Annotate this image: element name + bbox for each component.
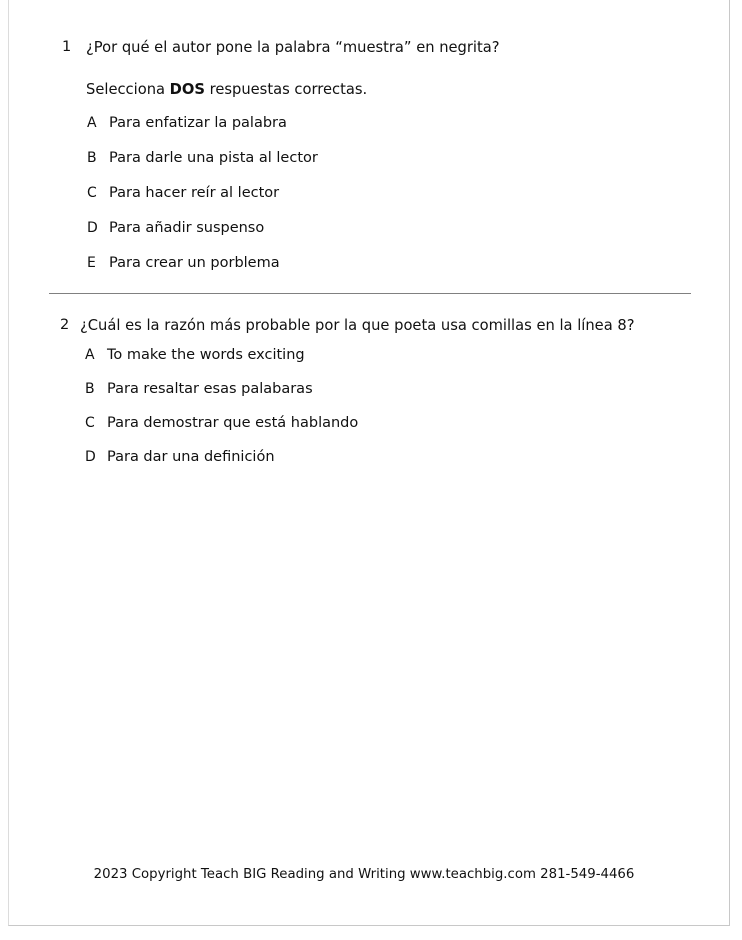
option-text: Para darle una pista al lector [109, 150, 318, 166]
instruction-bold-dos: DOS [169, 81, 205, 98]
document-page [8, 0, 730, 926]
question-2-number: 2 [60, 317, 70, 333]
option-letter: A [87, 115, 97, 131]
option-row[interactable] [49, 346, 699, 380]
option-letter: A [85, 347, 95, 363]
question-block-1 [49, 38, 699, 289]
option-row[interactable] [49, 184, 699, 219]
option-letter: B [87, 150, 97, 166]
option-letter: E [87, 255, 96, 271]
option-text: Para enfatizar la palabra [109, 115, 287, 131]
question-1-instruction [86, 80, 699, 99]
page-content [9, 0, 729, 925]
option-row[interactable] [49, 414, 699, 448]
option-row[interactable] [49, 219, 699, 254]
option-row[interactable] [49, 448, 699, 482]
question-1-number: 1 [62, 39, 72, 55]
option-row[interactable] [49, 380, 699, 414]
option-letter: D [87, 220, 98, 236]
question-block-2 [49, 316, 699, 482]
question-1-header [49, 38, 699, 57]
option-text: Para añadir suspenso [109, 220, 265, 236]
option-row[interactable] [49, 254, 699, 289]
option-text: Para demostrar que está hablando [107, 415, 359, 431]
page-footer: 2023 Copyright Teach BIG Reading and Writing www.teachbig.com 281-549-4466 [93, 867, 635, 882]
question-2-text: ¿Cuál es la razón más probable por la que poeta usa comillas en la línea 8? [80, 317, 635, 334]
option-text: Para dar una definición [107, 449, 275, 465]
option-letter: C [87, 185, 97, 201]
option-letter: C [85, 415, 95, 431]
section-divider [49, 293, 691, 294]
question-1-text: ¿Por qué el autor pone la palabra “muestra” en negrita? [86, 39, 500, 56]
option-text: To make the words exciting [107, 347, 305, 363]
question-2-header [49, 316, 699, 335]
option-text: Para crear un porblema [109, 255, 280, 271]
option-row[interactable] [49, 149, 699, 184]
option-row[interactable] [49, 114, 699, 149]
instruction-suffix: respuestas correctas. [204, 81, 368, 98]
option-text: Para hacer reír al lector [109, 185, 280, 201]
instruction-prefix: Selecciona [86, 81, 170, 98]
option-text: Para resaltar esas palabaras [107, 381, 313, 397]
option-letter: D [85, 449, 96, 465]
question-1-options [49, 114, 699, 289]
question-2-options [49, 346, 699, 482]
option-letter: B [85, 381, 95, 397]
